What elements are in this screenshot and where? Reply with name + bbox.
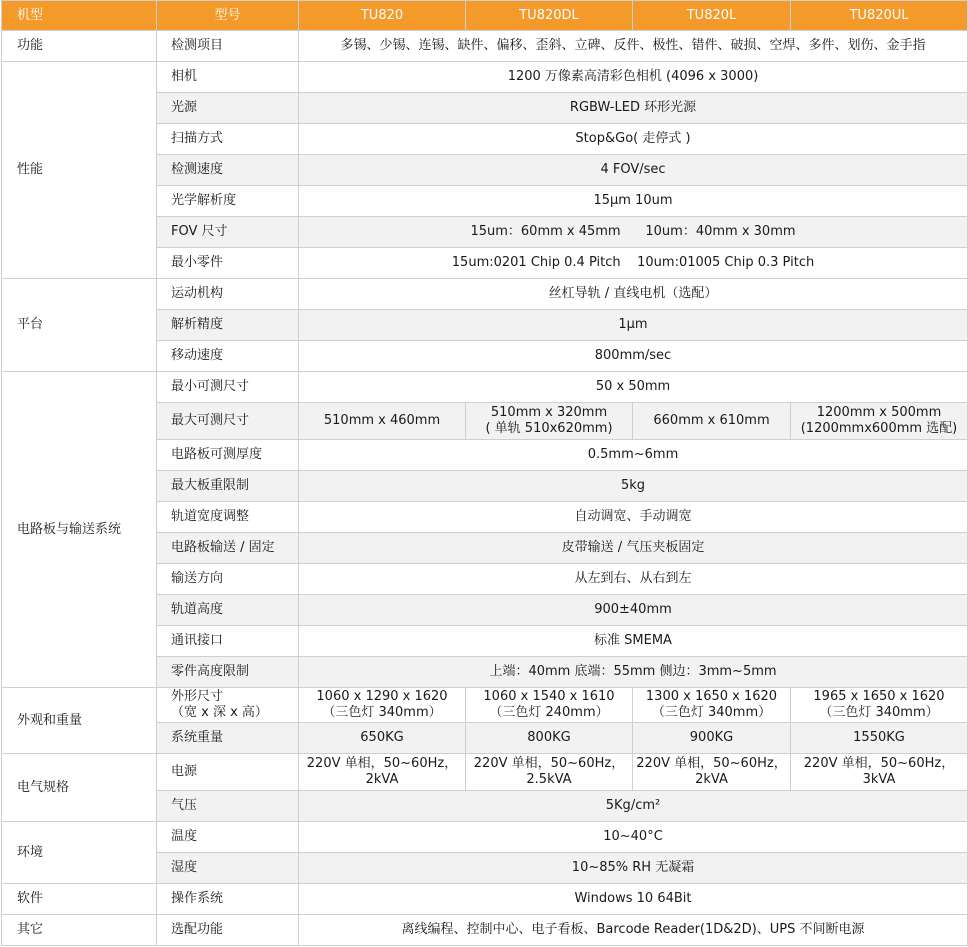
item-label: 通讯接口 [157, 626, 299, 657]
group-label: 功能 [2, 31, 157, 62]
item-value [633, 688, 791, 723]
item-value [633, 754, 791, 791]
item-value: Stop&Go( 走停式 ) [299, 124, 968, 155]
item-value: 800mm/sec [299, 341, 968, 372]
item-value [466, 754, 633, 791]
group-label: 电路板与输送系统 [2, 372, 157, 688]
table-row [2, 822, 968, 853]
value-line: 1200mm x 500mm [816, 405, 942, 420]
item-value: 1550KG [791, 723, 968, 754]
item-value [791, 754, 968, 791]
item-label: 最大可测尺寸 [157, 403, 299, 440]
item-value: 650KG [299, 723, 466, 754]
value-line: 1060 x 1290 x 1620 [316, 689, 448, 704]
value-line: 220V 单相，50~60Hz， [306, 756, 458, 771]
value-line: 2.5kVA [526, 772, 572, 787]
value-line: （三色灯 340mm） [322, 705, 442, 720]
item-label: 输送方向 [157, 564, 299, 595]
item-label: 湿度 [157, 853, 299, 884]
item-value: 皮带输送 / 气压夹板固定 [299, 533, 968, 564]
table-row [2, 372, 968, 403]
item-value: 15um:0201 Chip 0.4 Pitch 10um:01005 Chip 0.3 Pitch [299, 248, 968, 279]
item-value: 标准 SMEMA [299, 626, 968, 657]
item-value: 自动调宽、手动调宽 [299, 502, 968, 533]
item-label: 电源 [157, 754, 299, 791]
item-label [157, 688, 299, 723]
value-line: （三色灯 340mm） [819, 705, 939, 720]
item-label: 检测速度 [157, 155, 299, 186]
item-value: 10~85% RH 无凝霜 [299, 853, 968, 884]
item-label: 检测项目 [157, 31, 299, 62]
item-value: RGBW-LED 环形光源 [299, 93, 968, 124]
group-label: 软件 [2, 884, 157, 915]
group-label: 性能 [2, 62, 157, 279]
item-label: 电路板可测厚度 [157, 440, 299, 471]
table-row [2, 884, 968, 915]
item-value [299, 403, 466, 440]
item-label: 零件高度限制 [157, 657, 299, 688]
item-value: 15µm 10um [299, 186, 968, 217]
item-value [791, 688, 968, 723]
item-value: 900KG [633, 723, 791, 754]
header-row [2, 1, 968, 31]
item-value: 从左到右、从右到左 [299, 564, 968, 595]
item-value [466, 403, 633, 440]
label-line: 外形尺寸 [171, 689, 224, 704]
item-value [299, 754, 466, 791]
item-value [791, 403, 968, 440]
item-label: 移动速度 [157, 341, 299, 372]
item-value: 50 x 50mm [299, 372, 968, 403]
value-line: 1060 x 1540 x 1610 [483, 689, 615, 704]
item-value: 900±40mm [299, 595, 968, 626]
item-label: 电路板输送 / 固定 [157, 533, 299, 564]
item-value: 5Kg/cm² [299, 791, 968, 822]
item-value [299, 688, 466, 723]
table-row [2, 31, 968, 62]
item-label: 气压 [157, 791, 299, 822]
table-row [2, 754, 968, 791]
item-label: 解析精度 [157, 310, 299, 341]
item-value [466, 688, 633, 723]
item-value [633, 403, 791, 440]
value-line: ( 单轨 510x620mm) [485, 421, 613, 436]
group-label: 环境 [2, 822, 157, 884]
item-value: 1µm [299, 310, 968, 341]
table-row [2, 688, 968, 723]
item-label: 运动机构 [157, 279, 299, 310]
item-label: 最小零件 [157, 248, 299, 279]
value-line: 660mm x 610mm [653, 413, 770, 428]
value-line: 2kVA [695, 772, 728, 787]
value-line: 2kVA [365, 772, 399, 787]
value-line: 220V 单相，50~60Hz， [473, 756, 625, 771]
group-label: 电气规格 [2, 754, 157, 822]
header-model: TU820 [299, 1, 466, 31]
table-row [2, 915, 968, 946]
item-label: 温度 [157, 822, 299, 853]
item-value: 丝杠导轨 / 直线电机（选配） [299, 279, 968, 310]
item-label: 系统重量 [157, 723, 299, 754]
value-line: （三色灯 240mm） [489, 705, 609, 720]
header-model: TU820L [633, 1, 791, 31]
item-label: 轨道高度 [157, 595, 299, 626]
item-label: 光学解析度 [157, 186, 299, 217]
value-line: (1200mmx600mm 选配) [800, 421, 958, 436]
header-model-no: 型号 [157, 1, 299, 31]
group-label: 外观和重量 [2, 688, 157, 754]
value-line: （三色灯 340mm） [651, 705, 772, 720]
value-line: 510mm x 320mm [490, 405, 608, 420]
item-value: 上端：40mm 底端：55mm 侧边：3mm~5mm [299, 657, 968, 688]
item-label: 操作系统 [157, 884, 299, 915]
item-label: 轨道宽度调整 [157, 502, 299, 533]
header-model: TU820DL [466, 1, 633, 31]
spec-table [1, 0, 968, 946]
table-row [2, 62, 968, 93]
value-line: 510mm x 460mm [323, 413, 441, 428]
header-model: TU820UL [791, 1, 968, 31]
item-value: 0.5mm~6mm [299, 440, 968, 471]
label-line: （宽 x 深 x 高） [171, 705, 268, 720]
item-value: 多锡、少锡、连锡、缺件、偏移、歪斜、立碑、反件、极性、错件、破损、空焊、多件、划伤、金手指 [299, 31, 968, 62]
item-label: FOV 尺寸 [157, 217, 299, 248]
item-label: 光源 [157, 93, 299, 124]
value-line: 1300 x 1650 x 1620 [645, 689, 778, 704]
group-label: 平台 [2, 279, 157, 372]
item-label: 最小可测尺寸 [157, 372, 299, 403]
value-line: 220V 单相，50~60Hz， [803, 756, 955, 771]
item-value: 800KG [466, 723, 633, 754]
item-label: 扫描方式 [157, 124, 299, 155]
group-label: 其它 [2, 915, 157, 946]
value-line: 1965 x 1650 x 1620 [813, 689, 945, 704]
item-value: 15um：60mm x 45mm 10um：40mm x 30mm [299, 217, 968, 248]
item-value: 1200 万像素高清彩色相机 (4096 x 3000) [299, 62, 968, 93]
item-value: Windows 10 64Bit [299, 884, 968, 915]
item-label: 最大板重限制 [157, 471, 299, 502]
item-value: 离线编程、控制中心、电子看板、Barcode Reader(1D&2D)、UPS 不间断电源 [299, 915, 968, 946]
item-value: 5kg [299, 471, 968, 502]
header-model-type: 机型 [2, 1, 157, 31]
item-label: 相机 [157, 62, 299, 93]
item-label: 选配功能 [157, 915, 299, 946]
value-line: 220V 单相，50~60Hz， [636, 756, 787, 771]
value-line: 3kVA [862, 772, 896, 787]
item-value: 10~40°C [299, 822, 968, 853]
table-row [2, 279, 968, 310]
item-value: 4 FOV/sec [299, 155, 968, 186]
